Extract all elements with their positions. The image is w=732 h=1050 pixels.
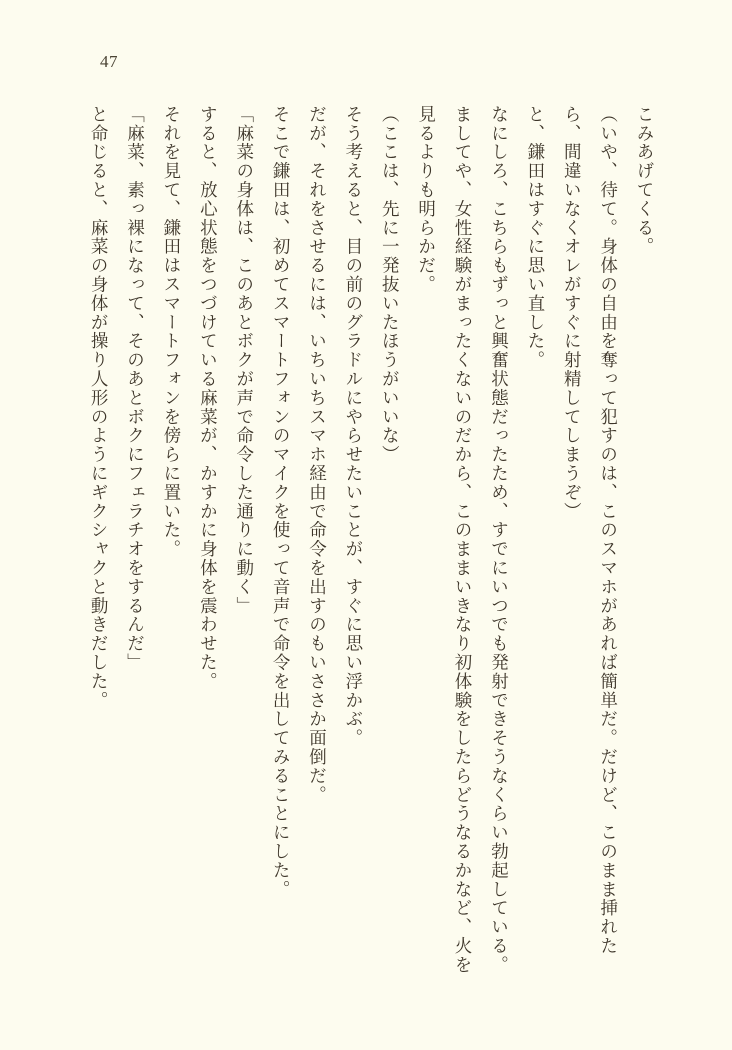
paragraph: そこで鎌田は、初めてスマートフォンのマイクを使って音声で命令を出してみることにした。 [270,105,291,899]
paragraph: それを見て、鎌田はスマートフォンを傍らに置いた。 [160,105,181,559]
paragraph: なにしろ、こちらもずっと興奮状態だったため、すでにいつでも発射できそうなくらい勃起している。ましてや、女性経験がまったくないのだから、このままいきなり初体験をしたらどうなるかなど、火を見るよりも明らかだ。 [415,105,509,975]
paragraph: 「麻菜の身体は、このあとボクが声で命令した通りに動く」 [233,105,254,616]
paragraph: と命じると、麻菜の身体が操り人形のようにギクシャクと動きだした。 [88,105,109,710]
paragraph: （ここは、先に一発抜いたほうがいいな） [379,105,400,465]
paragraph: （いや、待て。身体の自由を奪って犯すのは、このスマホがあれば簡単だ。だけど、このまま挿れたら、間違いなくオレがすぐに射精してしまうぞ） [561,105,618,956]
paragraph: 「麻菜、素っ裸になって、そのあとボクにフェラチオをするんだ」 [124,105,145,672]
page-number: 47 [100,52,118,71]
body-text [88,105,662,985]
paragraph: だが、それをさせるには、いちいちスマホ経由で命令を出すのもいささか面倒だ。 [306,105,327,805]
paragraph: すると、放心状態をつづけている麻菜が、かすかに身体を震わせた。 [197,105,218,691]
paragraph: そう考えると、目の前のグラドルにやらせたいことが、すぐに思い浮かぶ。 [342,105,363,748]
paragraph: こみあげてくる。 [634,105,654,257]
paragraph: と、鎌田はすぐに思い直した。 [524,105,545,370]
